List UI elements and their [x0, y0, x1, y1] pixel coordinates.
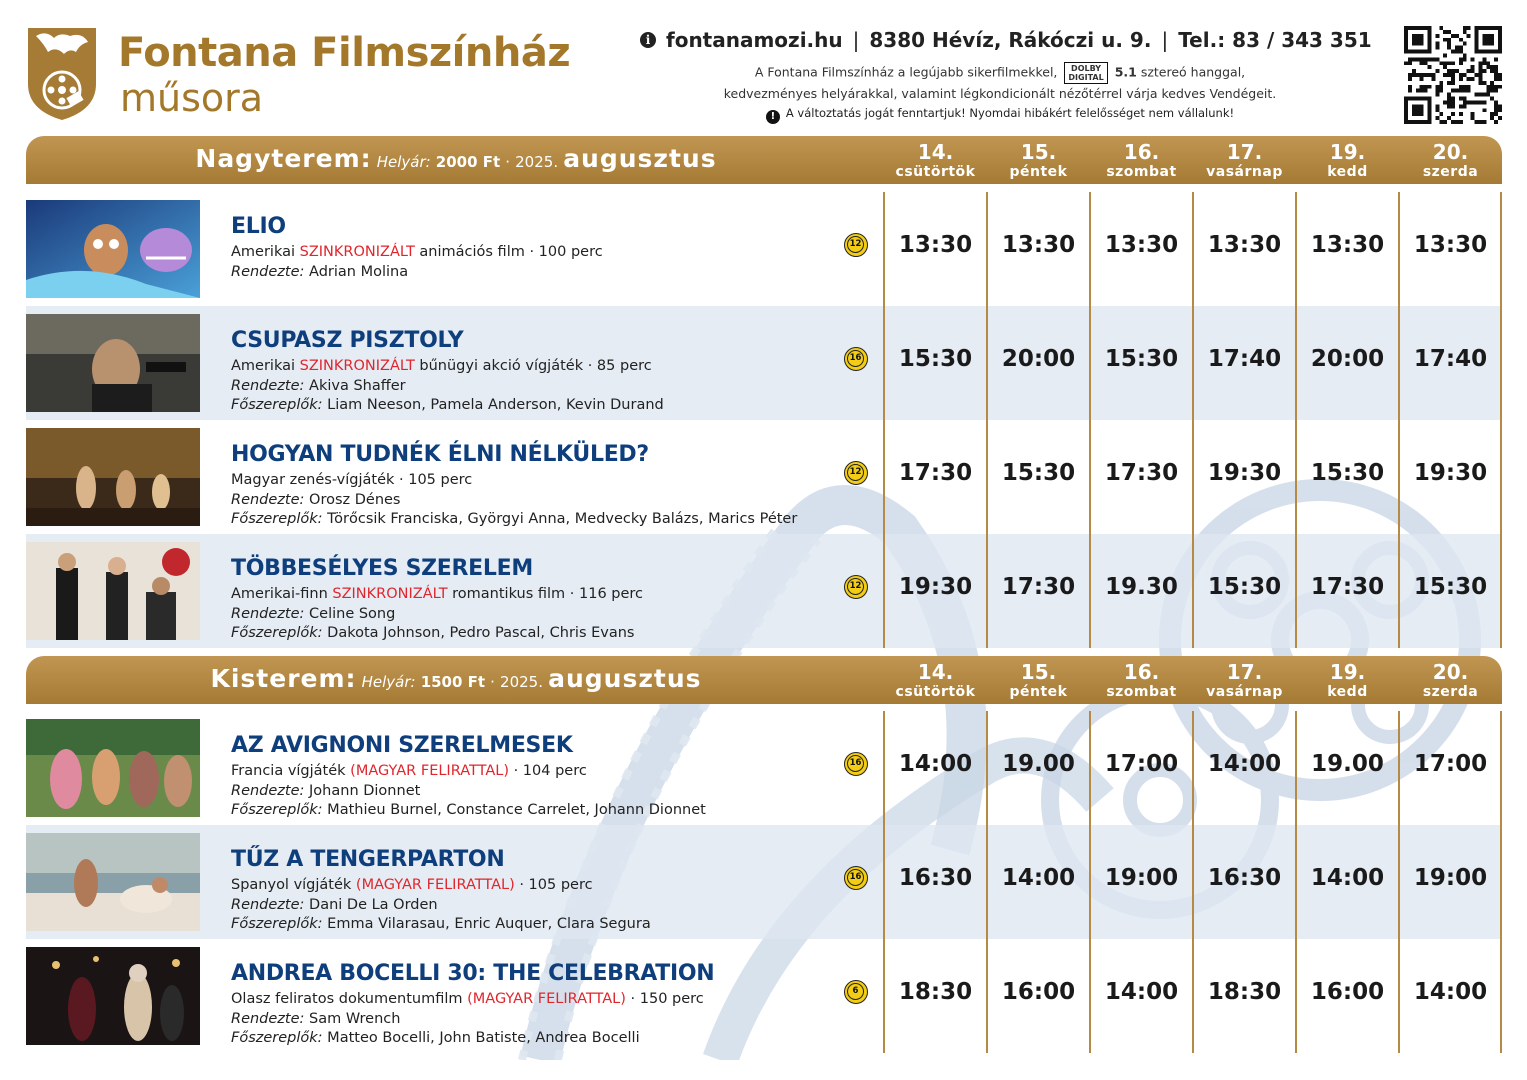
showtime[interactable]: 13:30: [1104, 232, 1179, 258]
brand-subtitle: műsora: [120, 76, 264, 120]
director-name: Sam Wrench: [304, 1011, 401, 1027]
qr-code[interactable]: [1404, 26, 1502, 124]
age-rating: 6: [847, 983, 864, 1000]
director-label: Rendezte:: [231, 264, 305, 280]
column-divider: [883, 711, 885, 1053]
desc-part2: sztereó hanggal,: [1140, 64, 1246, 80]
cast-names: Emma Vilarasau, Enric Auquer, Clara Segura: [322, 916, 651, 932]
hall-header-kisterem: [26, 656, 1502, 704]
director-label: Rendezte:: [231, 606, 305, 622]
cast-label: Főszereplők:: [231, 397, 323, 413]
age-rating: 16: [847, 350, 864, 367]
film-info-b: · 104 perc: [508, 763, 587, 779]
day-number: 19.: [1329, 660, 1366, 684]
film-poster: [26, 947, 200, 1045]
film-info: [231, 877, 593, 893]
cast-label: Főszereplők:: [231, 802, 323, 818]
showtime[interactable]: 15:30: [1413, 574, 1488, 600]
film-info-highlight: (MAGYAR FELIRATTAL): [350, 763, 509, 779]
director-name: Dani De La Orden: [304, 897, 438, 913]
showtime[interactable]: 17:40: [1413, 346, 1488, 372]
day-name: péntek: [1009, 164, 1068, 180]
age-rating-badge: [844, 752, 868, 776]
desc-part1: A Fontana Filmszínház a legújabb sikerfilmekkel,: [754, 64, 1058, 80]
age-rating-badge: [844, 461, 868, 485]
day-header: [987, 140, 1090, 180]
dot-separator: ·: [505, 153, 511, 171]
column-divider: [1192, 711, 1194, 1053]
info-icon: i: [640, 32, 656, 48]
showtime[interactable]: 16:00: [1001, 979, 1076, 1005]
dot-separator: ·: [490, 673, 495, 691]
showtime[interactable]: 17:30: [1310, 574, 1385, 600]
film-poster: [26, 833, 200, 931]
address: 8380 Hévíz, Rákóczi u. 9.: [869, 28, 1152, 52]
cast-names: Mathieu Burnel, Constance Carrelet, Johann Dionnet: [322, 802, 706, 818]
showtime[interactable]: 14:00: [1001, 865, 1076, 891]
day-number: 14.: [917, 140, 954, 164]
age-rating-badge: [844, 866, 868, 890]
day-number: 16.: [1123, 660, 1160, 684]
cast-names: Dakota Johnson, Pedro Pascal, Chris Evans: [322, 625, 635, 641]
film-row-csupasz-pisztoly[interactable]: [26, 306, 1502, 420]
film-info: [231, 763, 587, 779]
day-header: [1193, 140, 1296, 180]
desc-51: 5.1: [1114, 64, 1137, 80]
director-label: Rendezte:: [231, 492, 305, 508]
warning-icon: !: [766, 110, 780, 124]
year: 2025.: [500, 673, 543, 691]
column-divider: [986, 711, 988, 1053]
year: 2025.: [515, 153, 559, 171]
age-rating-badge: [844, 575, 868, 599]
showtime[interactable]: 19.00: [1002, 751, 1075, 777]
film-row-avignoni-szerelmesek[interactable]: [26, 711, 1502, 825]
showtime[interactable]: 15:30: [1104, 346, 1179, 372]
day-number: 19.: [1329, 140, 1366, 164]
film-title: ANDREA BOCELLI 30: THE CELEBRATION: [231, 961, 715, 986]
day-header: [1399, 660, 1502, 700]
separator: |: [852, 28, 860, 52]
day-header: [1296, 660, 1399, 700]
showtime[interactable]: 17:30: [1104, 460, 1179, 486]
showtime[interactable]: 17:30: [898, 460, 973, 486]
age-rating-badge: [844, 980, 868, 1004]
age-rating-badge: [844, 347, 868, 371]
showtime[interactable]: 17:00: [1413, 751, 1488, 777]
column-divider: [1398, 711, 1400, 1053]
age-rating-badge: [844, 233, 868, 257]
showtime[interactable]: 15:30: [898, 346, 973, 372]
day-number: 14.: [917, 660, 954, 684]
website-link[interactable]: fontanamozi.hu: [666, 28, 843, 52]
showtime[interactable]: 19.30: [1105, 574, 1178, 600]
showtime[interactable]: 16:30: [1207, 865, 1282, 891]
film-cast: [231, 625, 634, 641]
director-name: Celine Song: [304, 606, 396, 622]
showtime[interactable]: 13:30: [1207, 232, 1282, 258]
film-director: [231, 606, 395, 622]
film-info: [231, 244, 603, 260]
hall-title: [26, 144, 886, 173]
column-divider: [883, 192, 885, 648]
showtime[interactable]: 13:30: [1413, 232, 1488, 258]
showtime[interactable]: 13:30: [1001, 232, 1076, 258]
day-name: szombat: [1106, 164, 1177, 180]
day-header: [1399, 140, 1502, 180]
hall-header-nagyterem: [26, 136, 1502, 184]
showtime[interactable]: 19:30: [898, 574, 973, 600]
director-name: Adrian Molina: [304, 264, 409, 280]
age-rating: 16: [847, 869, 864, 886]
showtime[interactable]: 14:00: [1310, 865, 1385, 891]
day-header: [1296, 140, 1399, 180]
film-poster: [26, 719, 200, 817]
film-info-b: · 150 perc: [625, 991, 704, 1007]
film-title: CSUPASZ PISZTOLY: [231, 328, 464, 353]
day-header: [884, 140, 987, 180]
contact-line: [640, 28, 1380, 52]
month: augusztus: [563, 144, 717, 173]
hall-name: Nagyterem:: [195, 144, 372, 173]
day-number: 17.: [1226, 660, 1263, 684]
day-number: 17.: [1226, 140, 1263, 164]
column-divider: [986, 192, 988, 648]
film-info-highlight: (MAGYAR FELIRATTAL): [355, 877, 515, 893]
showtime[interactable]: 16:30: [898, 865, 973, 891]
day-number: 15.: [1020, 660, 1057, 684]
day-number: 20.: [1432, 660, 1469, 684]
column-divider: [1089, 711, 1091, 1053]
director-label: Rendezte:: [231, 783, 305, 799]
film-info-a: Spanyol vígjáték: [231, 877, 356, 893]
film-info-b: bűnügyi akció vígjáték · 85 perc: [414, 358, 652, 374]
day-number: 16.: [1123, 140, 1160, 164]
director-name: Orosz Dénes: [304, 492, 401, 508]
film-title: HOGYAN TUDNÉK ÉLNI NÉLKÜLED?: [231, 442, 649, 467]
day-name: vasárnap: [1206, 684, 1283, 700]
hall-name: Kisterem:: [210, 664, 357, 693]
day-header: [884, 660, 987, 700]
day-name: kedd: [1327, 164, 1368, 180]
day-number: 15.: [1020, 140, 1057, 164]
dolby-top: DOLBY: [1071, 64, 1102, 73]
day-header: [1193, 660, 1296, 700]
film-director: [231, 1011, 400, 1027]
showtime[interactable]: 16:00: [1310, 979, 1385, 1005]
film-title: AZ AVIGNONI SZERELMESEK: [231, 733, 573, 758]
showtime[interactable]: 19:00: [1413, 865, 1488, 891]
cast-label: Főszereplők:: [231, 1030, 323, 1046]
film-cast: [231, 802, 706, 818]
film-cast: [231, 1030, 640, 1046]
day-name: csütörtök: [895, 164, 976, 180]
film-row-tobbeselyes-szerelem[interactable]: [26, 534, 1502, 648]
showtime[interactable]: 15:30: [1001, 460, 1076, 486]
cast-names: Liam Neeson, Pamela Anderson, Kevin Durand: [322, 397, 664, 413]
director-name: Johann Dionnet: [304, 783, 421, 799]
film-info-b: · 105 perc: [514, 877, 593, 893]
film-info: [231, 472, 472, 488]
cast-label: Főszereplők:: [231, 625, 323, 641]
film-row-andrea-bocelli[interactable]: [26, 939, 1502, 1053]
film-info-b: animációs film · 100 perc: [414, 244, 603, 260]
price-label: Helyár:: [361, 673, 416, 691]
showtime[interactable]: 15:30: [1207, 574, 1282, 600]
film-poster: [26, 314, 200, 412]
month: augusztus: [548, 664, 702, 693]
film-title: TÖBBESÉLYES SZERELEM: [231, 556, 533, 581]
showtime[interactable]: 17:00: [1104, 751, 1179, 777]
film-info-b: romantikus film · 116 perc: [447, 586, 644, 602]
film-title: TŰZ A TENGERPARTON: [231, 847, 505, 872]
film-row-hogyan-tudnek[interactable]: [26, 420, 1502, 534]
day-name: csütörtök: [895, 684, 976, 700]
showtime[interactable]: 17:40: [1207, 346, 1282, 372]
film-info-a: Amerikai: [231, 358, 300, 374]
day-name: péntek: [1009, 684, 1068, 700]
phone: Tel.: 83 / 343 351: [1178, 28, 1372, 52]
showtime[interactable]: 14:00: [1413, 979, 1488, 1005]
showtime[interactable]: 19:00: [1104, 865, 1179, 891]
film-row-elio[interactable]: [26, 192, 1502, 306]
showtime[interactable]: 14:00: [1104, 979, 1179, 1005]
cinema-description: [640, 62, 1360, 104]
hall-price: 2000 Ft: [435, 153, 501, 171]
desc-line2: kedvezményes helyárakkal, valamint légkondicionált nézőtérrel várja kedves Vendégeit.: [723, 86, 1277, 101]
showtime[interactable]: 19:30: [1413, 460, 1488, 486]
film-info-highlight: SZINKRONIZÁLT: [332, 586, 448, 602]
column-divider: [1295, 711, 1297, 1053]
cast-label: Főszereplők:: [231, 511, 323, 527]
column-divider: [1398, 192, 1400, 648]
film-info-highlight: (MAGYAR FELIRATTAL): [467, 991, 626, 1007]
showtime[interactable]: 13:30: [1310, 232, 1385, 258]
showtime[interactable]: 15:30: [1310, 460, 1385, 486]
dolby-bottom: DIGITAL: [1068, 73, 1104, 82]
day-number: 20.: [1432, 140, 1469, 164]
film-director: [231, 264, 408, 280]
film-info: [231, 991, 704, 1007]
showtime[interactable]: 18:30: [898, 979, 973, 1005]
film-title: ELIO: [231, 214, 286, 239]
film-director: [231, 378, 406, 394]
film-director: [231, 783, 420, 799]
column-divider: [1089, 192, 1091, 648]
cast-label: Főszereplők:: [231, 916, 323, 932]
film-info-a: Francia vígjáték: [231, 763, 351, 779]
showtime[interactable]: 13:30: [898, 232, 973, 258]
film-info-a: Olasz feliratos dokumentumfilm: [231, 991, 468, 1007]
separator: |: [1161, 28, 1169, 52]
day-header: [1090, 140, 1193, 180]
film-info-highlight: SZINKRONIZÁLT: [299, 244, 415, 260]
age-rating: 12: [847, 578, 864, 595]
film-info-a: Amerikai: [231, 244, 300, 260]
director-name: Akiva Shaffer: [304, 378, 406, 394]
price-label: Helyár:: [376, 153, 431, 171]
column-divider: [1500, 711, 1502, 1053]
director-label: Rendezte:: [231, 378, 305, 394]
film-poster: [26, 428, 200, 526]
column-divider: [1295, 192, 1297, 648]
showtime[interactable]: 18:30: [1207, 979, 1282, 1005]
notice-text: A változtatás jogát fenntartjuk! Nyomdai hibákért felelősséget nem vállalunk!: [785, 106, 1235, 120]
showtime[interactable]: 20:00: [1310, 346, 1385, 372]
brand-title: Fontana Filmszínház: [118, 30, 571, 76]
day-name: szerda: [1422, 164, 1479, 180]
showtime[interactable]: 19:30: [1207, 460, 1282, 486]
film-poster: [26, 542, 200, 640]
showtime[interactable]: 19.00: [1311, 751, 1384, 777]
age-rating: 16: [847, 755, 864, 772]
cast-names: Törőcsik Franciska, Györgyi Anna, Medvecky Balázs, Marics Péter: [322, 511, 798, 527]
film-info: [231, 586, 643, 602]
film-row-tuz-a-tengerparton[interactable]: [26, 825, 1502, 939]
film-poster: [26, 200, 200, 298]
day-name: kedd: [1327, 684, 1368, 700]
day-name: vasárnap: [1206, 164, 1283, 180]
film-info: [231, 358, 652, 374]
film-info-a: Magyar zenés-vígjáték · 105 perc: [231, 472, 473, 488]
showtime[interactable]: 20:00: [1001, 346, 1076, 372]
film-info-highlight: SZINKRONIZÁLT: [299, 358, 415, 374]
film-cast: [231, 511, 797, 527]
film-info-a: Amerikai-finn: [231, 586, 333, 602]
cast-names: Matteo Bocelli, John Batiste, Andrea Bocelli: [322, 1030, 640, 1046]
hall-price: 1500 Ft: [420, 673, 486, 691]
column-divider: [1500, 192, 1502, 648]
film-director: [231, 897, 438, 913]
day-name: szerda: [1422, 684, 1479, 700]
film-cast: [231, 916, 651, 932]
age-rating: 12: [847, 464, 864, 481]
showtime[interactable]: 17:30: [1001, 574, 1076, 600]
age-rating: 12: [847, 236, 864, 253]
cinema-logo: [26, 26, 98, 122]
dolby-digital-logo: [1064, 62, 1107, 84]
notice: [640, 106, 1360, 124]
day-header: [987, 660, 1090, 700]
film-director: [231, 492, 400, 508]
film-cast: [231, 397, 664, 413]
director-label: Rendezte:: [231, 1011, 305, 1027]
showtime[interactable]: 14:00: [1207, 751, 1282, 777]
day-header: [1090, 660, 1193, 700]
column-divider: [1192, 192, 1194, 648]
hall-title: [26, 664, 886, 693]
director-label: Rendezte:: [231, 897, 305, 913]
day-name: szombat: [1106, 684, 1177, 700]
showtime[interactable]: 14:00: [898, 751, 973, 777]
